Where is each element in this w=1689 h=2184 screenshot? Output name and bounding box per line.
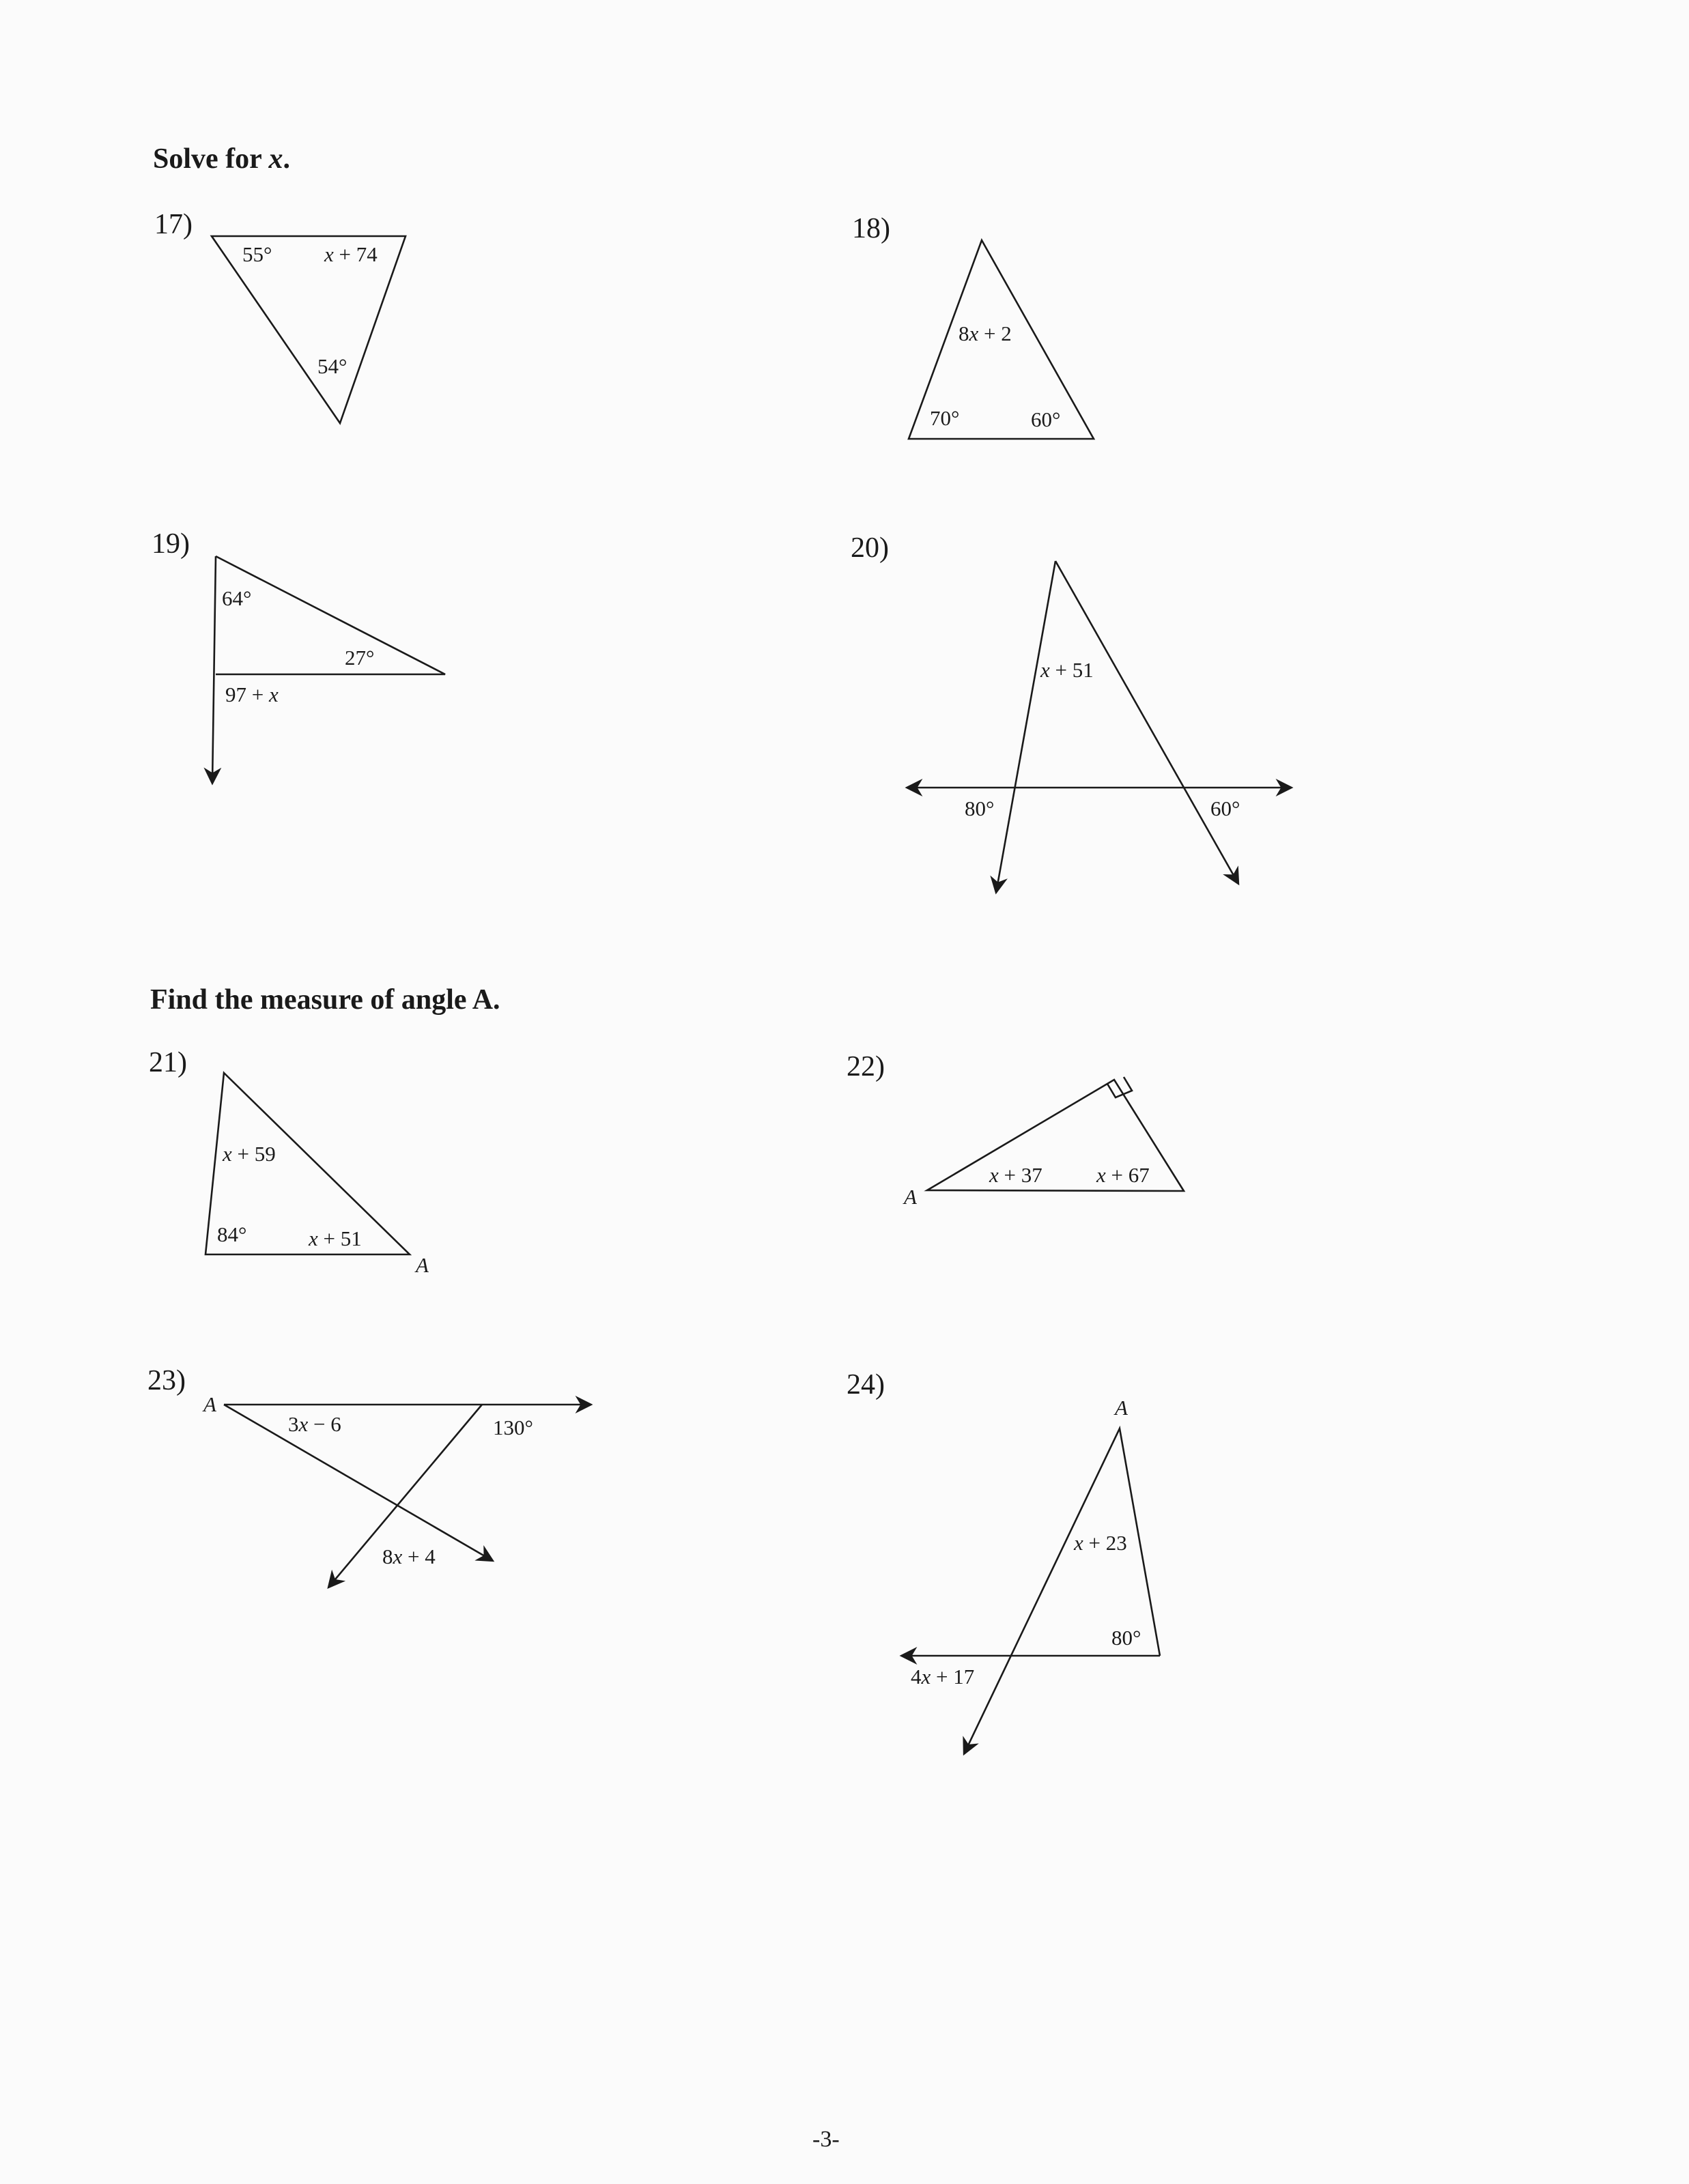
ray-23-diagonal (224, 1405, 493, 1561)
figure-24-triangle-exterior (901, 1396, 1160, 1754)
angle-label-x-plus-67: x + 67 (1096, 1163, 1150, 1187)
ray-19 (212, 556, 216, 784)
side-ray-20-right (1055, 561, 1238, 884)
angle-label-x-plus-23: x + 23 (1074, 1531, 1127, 1555)
figure-18-triangle (909, 240, 1094, 439)
problem-number-20: 20) (851, 532, 889, 564)
figure-23-intersecting-lines (202, 1392, 591, 1587)
figure-17-triangle (212, 236, 406, 423)
vertex-label-a: A (416, 1253, 429, 1277)
angle-label-x-plus-51: x + 51 (1040, 658, 1094, 682)
angle-label-64: 64° (222, 586, 252, 610)
angle-label-97-plus-x: 97 + x (225, 682, 279, 706)
triangle-24-sides (964, 1428, 1160, 1754)
angle-label-3x-minus-6: 3x − 6 (288, 1412, 341, 1436)
problem-number-21: 21) (149, 1047, 187, 1078)
problem-number-24: 24) (847, 1369, 885, 1400)
angle-label-60: 60° (1210, 796, 1240, 820)
heading-solve-for-x: Solve for x. (153, 143, 291, 175)
page-number: -3- (812, 2127, 840, 2152)
angle-label-80: 80° (965, 796, 995, 820)
vertex-label-a: A (1115, 1396, 1128, 1420)
angle-label-4x-plus-17: 4x + 17 (911, 1665, 975, 1689)
angle-label-8x-plus-4: 8x + 4 (382, 1544, 436, 1568)
figure-19-triangle-exterior (212, 556, 445, 784)
angle-label-x-plus-59: x + 59 (223, 1142, 276, 1166)
problem-number-23: 23) (147, 1365, 186, 1396)
angle-label-x-plus-37: x + 37 (989, 1163, 1042, 1187)
angle-label-70: 70° (930, 406, 960, 430)
vertex-label-a: A (203, 1392, 216, 1416)
angle-label-x-plus-51: x + 51 (309, 1226, 362, 1250)
problem-number-17: 17) (154, 209, 193, 240)
angle-label-80: 80° (1111, 1626, 1141, 1650)
angle-label-130: 130° (493, 1416, 533, 1439)
problem-number-19: 19) (152, 528, 190, 560)
problem-number-18: 18) (852, 213, 890, 244)
triangle-19 (216, 556, 445, 674)
problem-number-22: 22) (847, 1051, 885, 1082)
figure-20-triangle-transversal (907, 561, 1292, 893)
angle-label-84: 84° (217, 1222, 247, 1246)
side-ray-20-left (996, 561, 1055, 893)
angle-label-x-plus-74: x + 74 (324, 242, 378, 266)
angle-label-55: 55° (242, 242, 272, 266)
angle-label-60: 60° (1031, 407, 1061, 431)
figure-22-right-triangle (903, 1077, 1184, 1209)
angle-label-27: 27° (345, 646, 375, 670)
angle-label-54: 54° (317, 354, 347, 378)
figure-21-triangle (205, 1073, 429, 1277)
vertex-label-a: A (904, 1185, 917, 1209)
angle-label-8x-plus-2: 8x + 2 (959, 321, 1012, 345)
heading-find-angle-a: Find the measure of angle A. (150, 984, 500, 1016)
